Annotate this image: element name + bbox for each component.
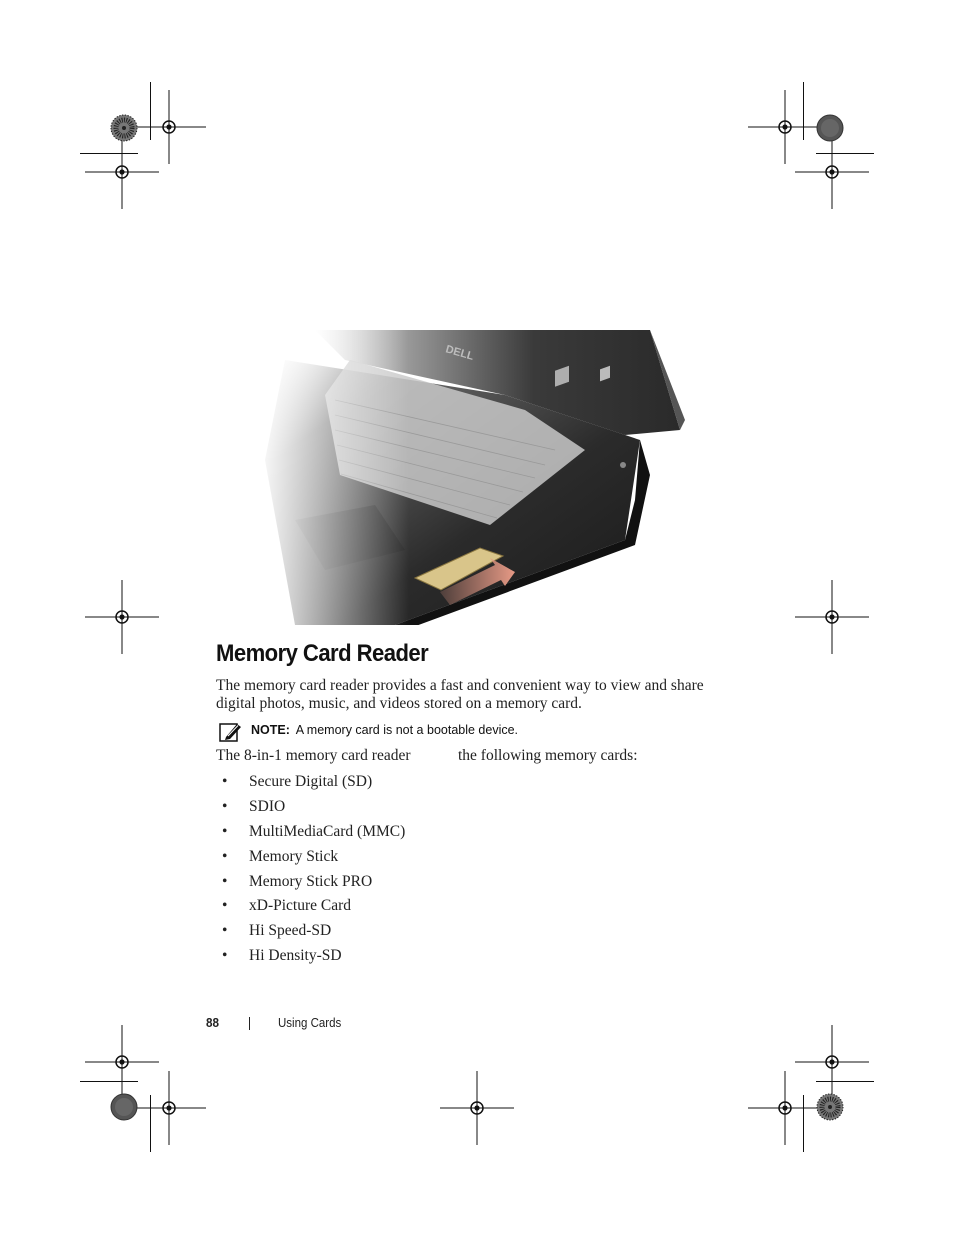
supported-cards-intro-end: the following memory cards: — [458, 747, 638, 764]
card-type: SDIO — [249, 797, 286, 815]
page-number: 88 — [206, 1015, 220, 1030]
bullet: • — [222, 847, 228, 865]
registration-target-icon — [85, 135, 159, 209]
list-item — [222, 870, 405, 895]
registration-target-icon — [440, 1071, 514, 1145]
card-type: Hi Density-SD — [249, 947, 342, 965]
bullet: • — [222, 897, 228, 915]
registration-star-icon — [110, 114, 138, 142]
bullet: • — [222, 773, 228, 790]
note-label: NOTE: — [251, 723, 290, 737]
card-type: MultiMediaCard (MMC) — [249, 822, 406, 840]
registration-target-icon — [85, 580, 159, 654]
bullet: • — [222, 822, 228, 840]
registration-star-icon — [816, 1093, 844, 1121]
card-type: Memory Stick — [249, 847, 339, 865]
registration-target-icon — [132, 1071, 206, 1145]
supported-card-list — [222, 770, 405, 969]
list-item — [222, 795, 405, 820]
list-item — [222, 944, 405, 969]
list-item — [222, 820, 405, 845]
note-text: A memory card is not a bootable device. — [295, 723, 519, 737]
intro-paragraph: The memory card reader provides a fast and convenient way to view and share digital photos, music, and videos stored on a memory card. — [216, 677, 704, 712]
registration-target-icon — [795, 135, 869, 209]
supported-cards-intro-start: The 8-in-1 memory card reader — [216, 747, 411, 764]
card-type: Hi Speed-SD — [249, 922, 332, 940]
card-type: xD-Picture Card — [249, 897, 352, 915]
footer-section-title: Using Cards — [278, 1016, 342, 1030]
registration-disc-icon — [816, 114, 844, 142]
registration-target-icon — [748, 1071, 822, 1145]
laptop-memory-card-illustration — [255, 300, 695, 625]
list-item — [222, 845, 405, 870]
note — [251, 723, 518, 737]
footer-divider — [249, 1017, 250, 1030]
registration-target-icon — [795, 580, 869, 654]
bullet: • — [222, 797, 228, 815]
list-item — [222, 919, 405, 944]
list-item — [222, 894, 405, 919]
note-pencil-icon — [218, 721, 242, 743]
bullet: • — [222, 922, 228, 940]
bullet: • — [222, 872, 228, 890]
bullet: • — [222, 947, 228, 965]
list-item — [222, 770, 405, 795]
card-type: Secure Digital (SD) — [249, 773, 373, 790]
section-heading: Memory Card Reader — [216, 640, 429, 667]
registration-disc-icon — [110, 1093, 138, 1121]
card-type: Memory Stick PRO — [249, 872, 373, 890]
